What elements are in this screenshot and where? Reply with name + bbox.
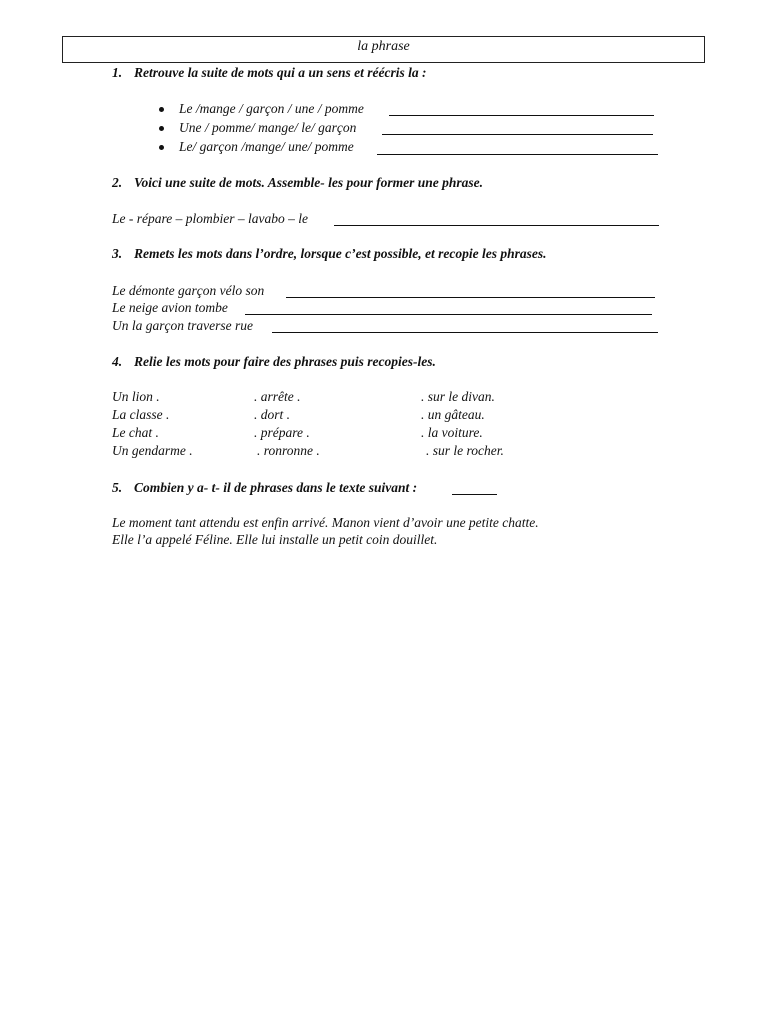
question-3-text: Remets les mots dans l’ordre, lorsque c’est possible, et recopie les phrases.: [134, 246, 547, 261]
page-title: la phrase: [357, 39, 410, 54]
q1-item-3: Le/ garçon /mange/ une/ pomme: [179, 139, 354, 154]
answer-line-q3-3[interactable]: [272, 332, 658, 333]
q4-subject-3: Le chat .: [112, 425, 159, 440]
answer-line-q2[interactable]: [334, 225, 659, 226]
q5-passage-line-1: Le moment tant attendu est enfin arrivé. Manon vient d’avoir une petite chatte.: [112, 515, 539, 530]
q1-item-1: Le /mange / garçon / une / pomme: [179, 101, 364, 116]
answer-line-q1-1[interactable]: [389, 115, 654, 116]
question-2: [112, 175, 483, 191]
q3-item-2: Le neige avion tombe: [112, 300, 228, 315]
bullet-icon: [159, 145, 164, 150]
question-5: [112, 480, 417, 496]
question-5-text: Combien y a- t- il de phrases dans le texte suivant :: [134, 480, 418, 495]
q3-item-1: Le démonte garçon vélo son: [112, 283, 265, 298]
question-3: [112, 246, 546, 262]
question-2-text: Voici une suite de mots. Assemble- les pour former une phrase.: [134, 175, 484, 190]
question-4-number: 4.: [112, 354, 123, 369]
q4-subject-1: Un lion .: [112, 389, 160, 404]
answer-line-q5[interactable]: [452, 494, 497, 495]
answer-line-q1-2[interactable]: [382, 134, 653, 135]
q4-subject-4: Un gendarme .: [112, 443, 193, 458]
question-1-number: 1.: [112, 65, 123, 80]
question-3-number: 3.: [112, 246, 123, 261]
q4-verb-3: . prépare .: [254, 425, 310, 440]
q4-subject-2: La classe .: [112, 407, 170, 422]
q1-item-2: Une / pomme/ mange/ le/ garçon: [179, 120, 357, 135]
answer-line-q3-2[interactable]: [245, 314, 652, 315]
q5-passage-line-2: Elle l’a appelé Féline. Elle lui installe un petit coin douillet.: [112, 532, 438, 547]
q4-verb-1: . arrête .: [254, 389, 301, 404]
bullet-icon: [159, 126, 164, 131]
q4-complement-1: . sur le divan.: [421, 389, 495, 404]
q4-complement-4: . sur le rocher.: [426, 443, 504, 458]
question-1-text: Retrouve la suite de mots qui a un sens et réécris la :: [134, 65, 427, 80]
question-1: [112, 65, 427, 81]
q4-complement-2: . un gâteau.: [421, 407, 485, 422]
question-4: [112, 354, 436, 370]
question-4-text: Relie les mots pour faire des phrases puis recopies-les.: [134, 354, 436, 369]
answer-line-q3-1[interactable]: [286, 297, 655, 298]
q4-verb-2: . dort .: [254, 407, 291, 422]
question-2-number: 2.: [112, 175, 123, 190]
bullet-icon: [159, 107, 164, 112]
q2-words: Le - répare – plombier – lavabo – le: [112, 211, 308, 226]
q3-item-3: Un la garçon traverse rue: [112, 318, 253, 333]
q4-verb-4: . ronronne .: [257, 443, 320, 458]
answer-line-q1-3[interactable]: [377, 154, 658, 155]
title-box: [62, 36, 705, 63]
question-5-number: 5.: [112, 480, 123, 495]
q4-complement-3: . la voiture.: [421, 425, 483, 440]
